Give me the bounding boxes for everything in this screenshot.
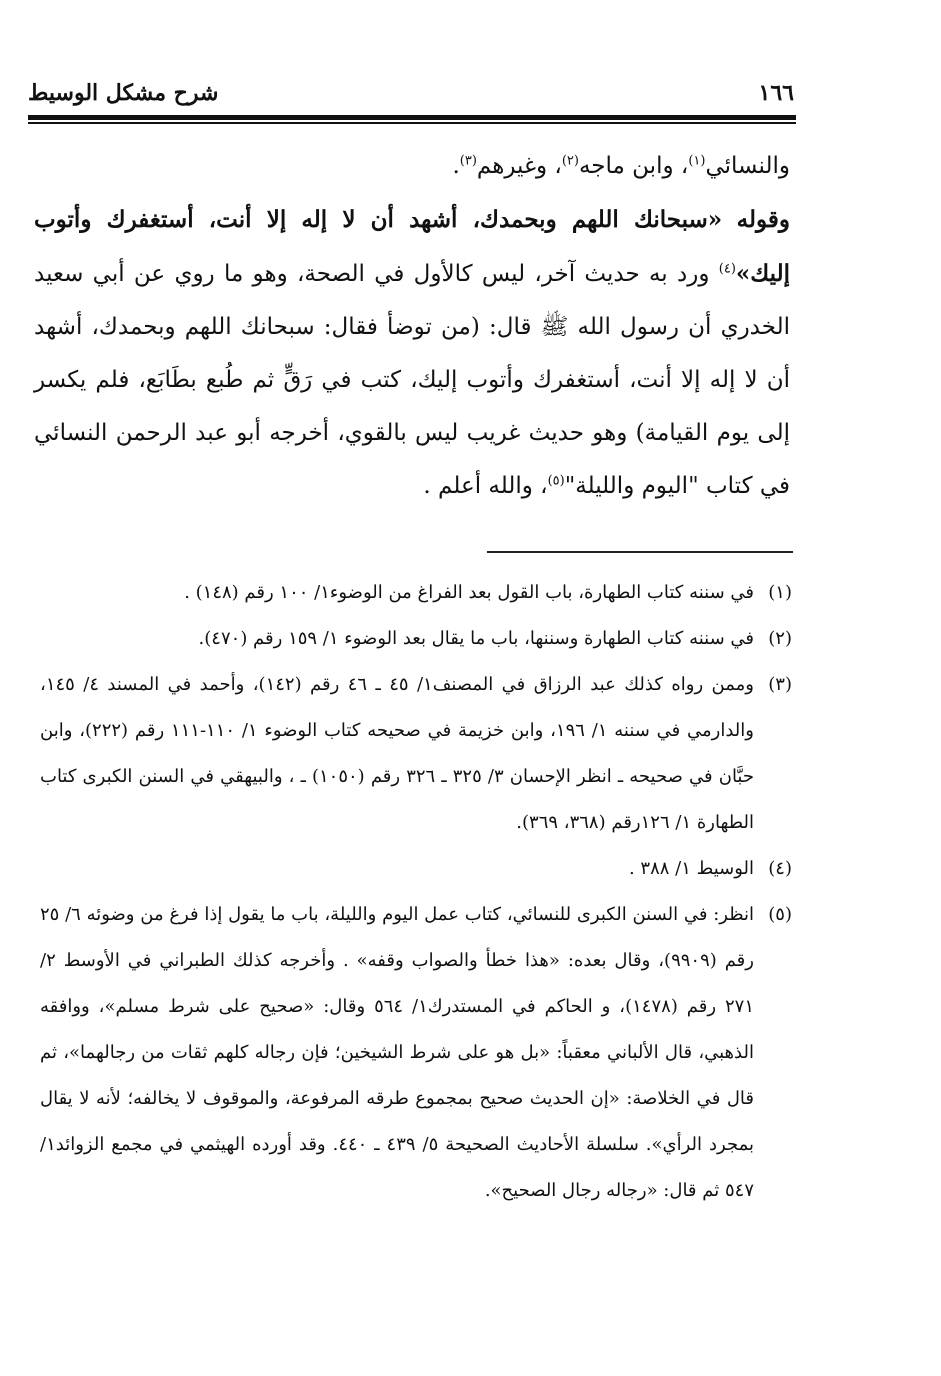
footnote-marker-3: (٣) — [459, 153, 477, 169]
header-rule-thick — [28, 115, 796, 120]
footnote-text: الوسيط ١/ ٣٨٨ . — [628, 858, 754, 879]
text-segment: ، وغيرهم — [476, 153, 562, 179]
footnote-2 — [40, 616, 792, 662]
footnote-marker-5: (٥) — [547, 473, 565, 489]
header-rule-thin — [28, 122, 796, 124]
footnote-number: (٤) — [768, 858, 792, 879]
footnote-number: (١) — [768, 582, 792, 603]
footnote-separator — [487, 551, 793, 553]
running-title: شرح مشكل الوسيط — [28, 80, 219, 106]
page-number: ١٦٦ — [758, 80, 794, 106]
footnote-number: (٥) — [768, 904, 792, 925]
footnote-text: انظر: في السنن الكبرى للنسائي، كتاب عمل اليوم والليلة، باب ما يقول إذا فرغ من وضوئه ٦/ ٢٥ رقم (٩٩٠٩)، وقال بعده: «هذا خطأ والصواب وقفه» . وأخرجه كذلك الطبراني في الأوسط ٢/ ٢٧١ رقم (١٤٧٨)، و الحاكم في المستدرك١/ ٥٦٤ وقال: «صحيح على شرط مسلم»، ووافقه الذهبي، قال الألباني معقباً: «بل هو على شرط الشيخين؛ فإن رجاله كلهم ثقات من رجالهما»، ثم قال في الخلاصة: «إن الحديث صحيح بمجموع طرقه المرفوعة، والموقوف لا يخالفه؛ لأنه لا يقال بمجرد الرأي». سلسلة الأحاديث الصحيحة ٥/ ٤٣٩ ـ ٤٤٠. وقد أورده الهيثمي في مجمع الزوائد١/ ٥٤٧ ثم قال: «رجاله رجال الصحيح». — [40, 904, 754, 1201]
footnote-text: وممن رواه كذلك عبد الرزاق في المصنف١/ ٤٥ ـ ٤٦ رقم (١٤٢)، وأحمد في المسند ٤/ ١٤٥، والدارمي في سننه ١/ ١٩٦، وابن خزيمة في صحيحه كتاب الوضوء ١/ ١١٠-١١١ رقم (٢٢٢)، وابن حبَّان في صحيحه ـ انظر الإحسان ٣/ ٣٢٥ ـ ٣٢٦ رقم (١٠٥٠) ـ ، والبيهقي في السنن الكبرى كتاب الطهارة ١/ ١٢٦رقم (٣٦٨، ٣٦٩). — [40, 674, 754, 833]
footnote-marker-2: (٢) — [561, 153, 579, 169]
paragraph-ending: ، والله أعلم . — [423, 473, 548, 499]
footnote-text: في سننه كتاب الطهارة، باب القول بعد الفراغ من الوضوء١/ ١٠٠ رقم (١٤٨) . — [184, 582, 754, 603]
footnote-4 — [40, 846, 792, 892]
main-text — [34, 140, 790, 513]
text-segment: والنسائي — [705, 153, 790, 179]
footnote-number: (٢) — [768, 628, 792, 649]
footnote-marker-4: (٤) — [718, 261, 736, 277]
page-header — [28, 78, 794, 108]
paragraph-text: ورد به حديث آخر، ليس كالأول في الصحة، وهو ما روي عن أبي سعيد الخدري أن رسول الله ﷺ قال: (من توضأ فقال: سبحانك اللهم وبحمدك، أشهد أن لا إله إلا أنت، أستغفرك وأتوب إليك، كتب في رَقٍّ ثم طُبع بطَابَع، فلم يكسر إلى يوم القيامة) وهو حديث غريب ليس بالقوي، أخرجه أبو عبد الرحمن النسائي في كتاب "اليوم والليلة" — [34, 261, 790, 499]
supplication-quote: «سبحانك اللهم وبحمدك، أشهد أن لا إله إلا أنت، أستغفرك وأتوب إليك» — [34, 206, 790, 287]
footnotes — [40, 570, 792, 1214]
footnote-5 — [40, 892, 792, 1214]
footnote-1 — [40, 570, 792, 616]
footnote-3 — [40, 662, 792, 846]
quote-intro: وقوله — [736, 206, 790, 233]
footnote-text: في سننه كتاب الطهارة وسننها، باب ما يقال بعد الوضوء ١/ ١٥٩ رقم (٤٧٠). — [198, 628, 754, 649]
text-segment: . — [452, 153, 460, 179]
text-segment: ، وابن ماجه — [578, 153, 689, 179]
body-line-1 — [34, 140, 790, 193]
footnote-marker-1: (١) — [688, 153, 706, 169]
body-paragraph-2 — [34, 193, 790, 513]
footnote-number: (٣) — [768, 674, 792, 695]
